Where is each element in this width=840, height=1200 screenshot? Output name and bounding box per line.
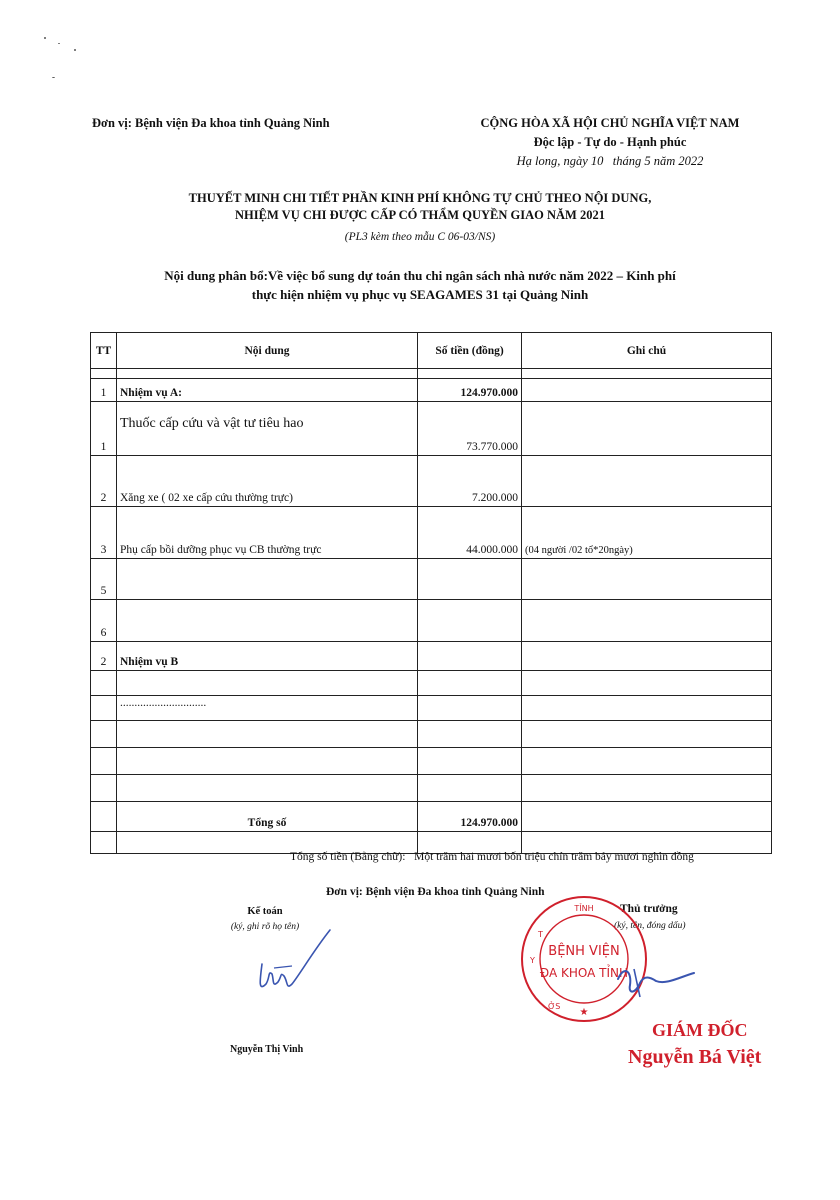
cell-amount bbox=[418, 671, 522, 696]
cell-content: Phụ cấp bồi dưỡng phục vụ CB thường trực bbox=[117, 507, 418, 559]
cell-note: (04 người /02 tổ*20ngày) bbox=[522, 507, 772, 559]
total-amount: 124.970.000 bbox=[418, 802, 522, 832]
table-row bbox=[91, 642, 772, 671]
cell-content-text: Thuốc cấp cứu và vật tư tiêu hao bbox=[120, 416, 304, 431]
cell-amount: 44.000.000 bbox=[418, 507, 522, 559]
table-row bbox=[91, 600, 772, 642]
header-amount: Số tiền (đồng) bbox=[418, 333, 522, 369]
cell-note bbox=[522, 642, 772, 671]
table-row bbox=[91, 775, 772, 802]
cell-content bbox=[117, 402, 418, 456]
head-note: (ký, tên, đóng dấu) bbox=[614, 921, 686, 931]
scan-speck bbox=[74, 49, 76, 51]
cell-tt: 3 bbox=[91, 507, 117, 559]
cell-note bbox=[522, 721, 772, 748]
country-name: CỘNG HÒA XÃ HỘI CHỦ NGHĨA VIỆT NAM bbox=[480, 116, 740, 130]
cell-tt bbox=[91, 369, 117, 379]
total-label: Tổng số bbox=[117, 802, 418, 832]
cell-amount bbox=[418, 775, 522, 802]
stamp-text-line-2: ĐA KHOA TỈNH bbox=[539, 966, 629, 980]
director-name: Nguyễn Bá Việt bbox=[628, 1046, 762, 1068]
table-header-row bbox=[91, 333, 772, 369]
table-row bbox=[91, 559, 772, 600]
document-title-line-1: THUYẾT MINH CHI TIẾT PHẦN KINH PHÍ KHÔNG TỰ CHỦ THEO NỘI DUNG, bbox=[188, 191, 652, 205]
cell-amount bbox=[418, 642, 522, 671]
cell-note bbox=[522, 696, 772, 721]
cell-tt bbox=[91, 671, 117, 696]
cell-amount bbox=[418, 696, 522, 721]
cell-note bbox=[522, 559, 772, 600]
header-note: Ghi chú bbox=[522, 333, 772, 369]
cell-content bbox=[117, 671, 418, 696]
amount-in-words-value: Một trăm hai mươi bốn triệu chín trăm bảy mươi nghìn đồng bbox=[414, 851, 694, 863]
cell-tt: 2 bbox=[91, 456, 117, 507]
cell-note bbox=[522, 671, 772, 696]
table-row bbox=[91, 748, 772, 775]
accountant-title: Kế toán bbox=[247, 906, 283, 917]
cell-note bbox=[522, 456, 772, 507]
cell-note bbox=[522, 802, 772, 832]
cell-note bbox=[522, 600, 772, 642]
head-title: Thủ trưởng bbox=[620, 903, 678, 915]
amount-in-words bbox=[290, 851, 694, 863]
stamp-ring-text: TỈNH bbox=[574, 904, 594, 913]
cell-amount bbox=[418, 369, 522, 379]
cell-content: Nhiệm vụ A: bbox=[117, 379, 418, 402]
header-tt: TT bbox=[91, 333, 117, 369]
table-row bbox=[91, 696, 772, 721]
stamp-ring-letter: T bbox=[538, 930, 543, 939]
cell-amount bbox=[418, 559, 522, 600]
table-row bbox=[91, 721, 772, 748]
document-subtitle: (PL3 kèm theo mẫu C 06-03/NS) bbox=[344, 231, 496, 243]
stamp-ring-letter: Y bbox=[530, 956, 535, 965]
scan-speck bbox=[58, 43, 60, 44]
amount-in-words-label: Tổng số tiền (Bằng chữ): bbox=[290, 851, 406, 863]
cell-note bbox=[522, 748, 772, 775]
cell-note bbox=[522, 775, 772, 802]
cell-note bbox=[522, 379, 772, 402]
accountant-signature bbox=[248, 922, 338, 1002]
director-signature bbox=[610, 955, 700, 1005]
allocation-line-1: Nội dung phân bổ:Về việc bổ sung dự toán thu chi ngân sách nhà nước năm 2022 – Kinh phí bbox=[164, 268, 676, 283]
director-title: GIÁM ĐỐC bbox=[652, 1020, 748, 1040]
cell-tt bbox=[91, 721, 117, 748]
cell-tt: 6 bbox=[91, 600, 117, 642]
cell-content bbox=[117, 721, 418, 748]
cell-amount: 73.770.000 bbox=[418, 402, 522, 456]
stamp-star: ★ bbox=[579, 1007, 589, 1018]
cell-content: .............................. bbox=[117, 696, 418, 721]
cell-content bbox=[117, 775, 418, 802]
scan-speck bbox=[44, 37, 46, 39]
table-row bbox=[91, 456, 772, 507]
stamp-text-line-1: BỆNH VIỆN bbox=[548, 944, 620, 959]
cell-tt bbox=[91, 748, 117, 775]
cell-content bbox=[117, 600, 418, 642]
table-row bbox=[91, 671, 772, 696]
unit-label: Đơn vị: Bệnh viện Đa khoa tỉnh Quảng Ninh bbox=[92, 116, 330, 130]
cell-amount bbox=[418, 748, 522, 775]
table-row bbox=[91, 507, 772, 559]
cell-tt: 2 bbox=[91, 642, 117, 671]
table-row bbox=[91, 379, 772, 402]
cell-tt: 1 bbox=[91, 402, 117, 456]
cell-tt bbox=[91, 832, 117, 854]
cell-content bbox=[117, 748, 418, 775]
scan-speck bbox=[52, 77, 55, 78]
table-row bbox=[91, 402, 772, 456]
cell-note bbox=[522, 369, 772, 379]
document-date: Hạ long, ngày 10 tháng 5 năm 2022 bbox=[516, 154, 704, 168]
document-title-line-2: NHIỆM VỤ CHI ĐƯỢC CẤP CÓ THẨM QUYỀN GIAO NĂM 2021 bbox=[235, 208, 605, 222]
allocation-line-2: thực hiện nhiệm vụ phục vụ SEAGAMES 31 tại Quảng Ninh bbox=[251, 287, 589, 302]
cell-note bbox=[522, 402, 772, 456]
cell-amount bbox=[418, 721, 522, 748]
cell-content: Nhiệm vụ B bbox=[117, 642, 418, 671]
cell-content bbox=[117, 369, 418, 379]
stamp-ring-letter: ỞS bbox=[548, 1002, 561, 1011]
table-total-row bbox=[91, 802, 772, 832]
cell-content bbox=[117, 559, 418, 600]
accountant-note: (ký, ghi rõ họ tên) bbox=[230, 922, 300, 932]
table-row bbox=[91, 369, 772, 379]
signature-unit: Đơn vị: Bệnh viện Đa khoa tỉnh Quảng Ninh bbox=[326, 886, 545, 898]
budget-table bbox=[90, 332, 772, 854]
cell-tt bbox=[91, 696, 117, 721]
cell-amount: 7.200.000 bbox=[418, 456, 522, 507]
cell-tt: 1 bbox=[91, 379, 117, 402]
accountant-name: Nguyễn Thị Vinh bbox=[230, 1044, 304, 1055]
cell-amount: 124.970.000 bbox=[418, 379, 522, 402]
cell-tt bbox=[91, 802, 117, 832]
cell-tt: 5 bbox=[91, 559, 117, 600]
cell-amount bbox=[418, 600, 522, 642]
cell-tt bbox=[91, 775, 117, 802]
national-motto: Độc lập - Tự do - Hạnh phúc bbox=[533, 135, 687, 149]
header-content: Nội dung bbox=[117, 333, 418, 369]
cell-content: Xăng xe ( 02 xe cấp cứu thường trực) bbox=[117, 456, 418, 507]
